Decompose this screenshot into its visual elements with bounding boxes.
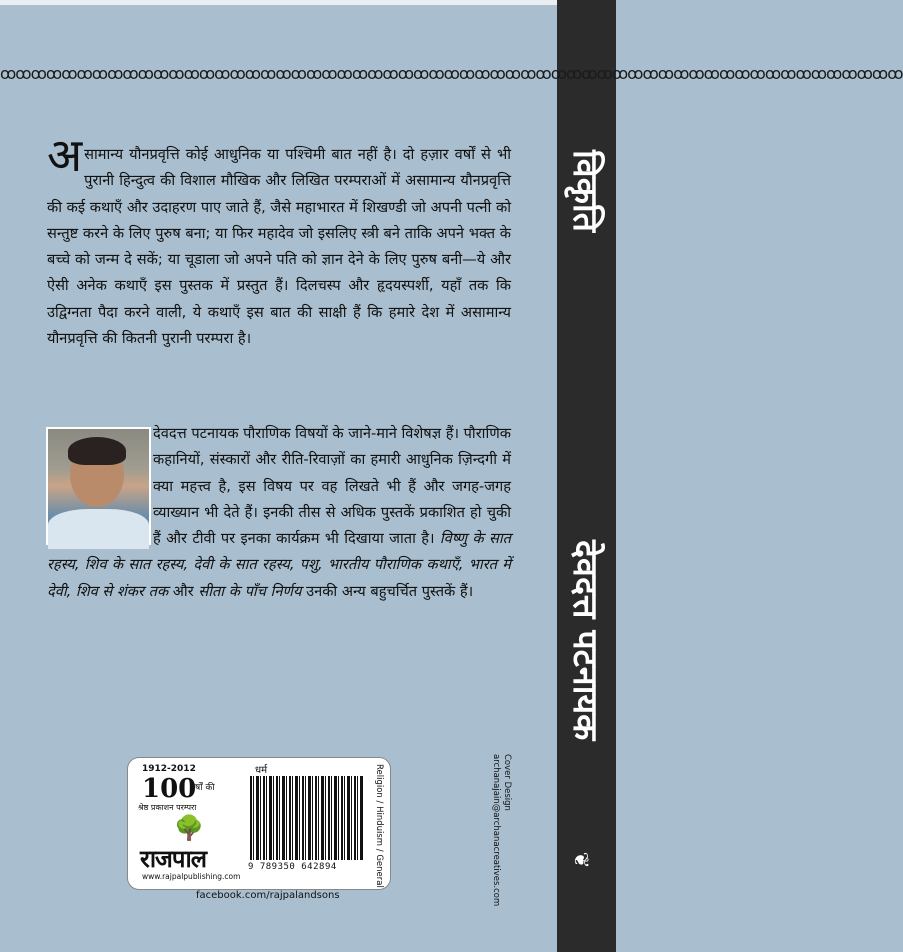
bio-text-2: उनकी अन्य बहुचर्चित पुस्तकें हैं। — [301, 582, 474, 600]
credit-label: Cover Design — [502, 754, 512, 811]
publisher-years: 1912-2012 — [142, 764, 196, 774]
bio-text-1: देवदत्त पटनायक पौराणिक विषयों के जाने-माने विशेषज्ञ हैं। पौराणिक कहानियों, संस्कारों और रीति-रिवाज़ों का हमारी आधुनिक ज़िन्दगी में क्या महत्त्व है, इस विषय पर वह लिखते भी हैं और जगह-जगह व्याख्यान भी देते हैं। इनकी तीस से अधिक पुस्तकें प्रकाशित हो चुकी हैं और टीवी पर इनका कार्यक्रम भी दिखाया जाता है। — [153, 425, 511, 548]
spine-publisher-logo-icon: ❦ — [569, 851, 594, 869]
spine-author: देवदत्त पटनायक — [565, 540, 605, 741]
category-hindi: धर्म — [255, 765, 268, 776]
barcode — [250, 776, 364, 860]
publisher-tagline: श्रेष्ठ प्रकाशन परम्परा — [138, 803, 197, 812]
bio-book-last: सीता के पाँच निर्णय — [198, 582, 302, 600]
tree-icon: 🌳 — [174, 814, 204, 842]
facebook-link: facebook.com/rajpalandsons — [196, 890, 340, 901]
decorative-border: ꝏꝏꝏꝏꝏꝏꝏꝏꝏꝏꝏꝏꝏꝏꝏꝏꝏꝏꝏꝏꝏꝏꝏꝏꝏꝏꝏꝏꝏꝏꝏꝏꝏꝏꝏꝏꝏꝏꝏꝏꝏꝏꝏꝏꝏꝏꝏꝏꝏꝏꝏꝏꝏꝏꝏꝏꝏꝏꝏ — [0, 64, 903, 83]
publisher-isbn-box — [127, 757, 391, 890]
publisher-hundred: 100 — [142, 774, 197, 804]
photo-hair — [68, 437, 126, 465]
publisher-name: राजपाल — [140, 845, 206, 873]
book-spine — [557, 0, 616, 952]
publisher-url: www.rajpalpublishing.com — [142, 872, 241, 881]
category-english: Religion / Hinduism / General — [374, 764, 384, 888]
bio-books: विष्णु के सात रहस्य, शिव के सात रहस्य, देवी के सात रहस्य, पशु, भारतीय पौराणिक कथाएँ, भारत में देवी, शिव से शंकर तक — [47, 530, 511, 600]
drop-cap: अ — [47, 128, 83, 182]
cover-design-credit — [490, 754, 512, 906]
top-edge — [0, 0, 557, 5]
book-description — [47, 128, 511, 352]
credit-email: archanajain@archanacreatives.com — [491, 754, 501, 907]
isbn-number: 9 789350 642894 — [248, 862, 337, 872]
photo-shirt — [48, 509, 149, 549]
bio-and: और — [168, 582, 199, 600]
spine-title: विकृति — [565, 150, 605, 233]
publisher-varsh: वर्षों की — [190, 783, 215, 793]
author-photo — [46, 427, 151, 545]
description-text: सामान्य यौनप्रवृत्ति कोई आधुनिक या पश्चिमी बात नहीं है। दो हज़ार वर्षों से भी पुरानी हिन्दुत्व की विशाल मौखिक और लिखित परम्पराओं में असामान्य यौनप्रवृत्ति की कई कथाएँ और उदाहरण पाए जाते हैं, जैसे महाभारत में शिखण्डी जो अपनी पत्नी को सन्तुष्ट करने के लिए पुरुष बना; या फिर महादेव जो इसलिए स्त्री बने ताकि अपने भक्त के बच्चे को जन्म दे सकें; या चूडाला जो अपने पति को ज्ञान देने के लिए पुरुष बनी—ये और ऐसी अनेक कथाएँ इस पुस्तक में प्रस्तुत हैं। दिलचस्प और हृदयस्पर्शी, यहाँ तक कि उद्विग्नता पैदा करने वाली, ये कथाएँ इस बात की साक्षी हैं कि हमारे देश में असामान्य यौनप्रवृत्ति की कितनी पुरानी परम्परा है। — [47, 146, 511, 348]
